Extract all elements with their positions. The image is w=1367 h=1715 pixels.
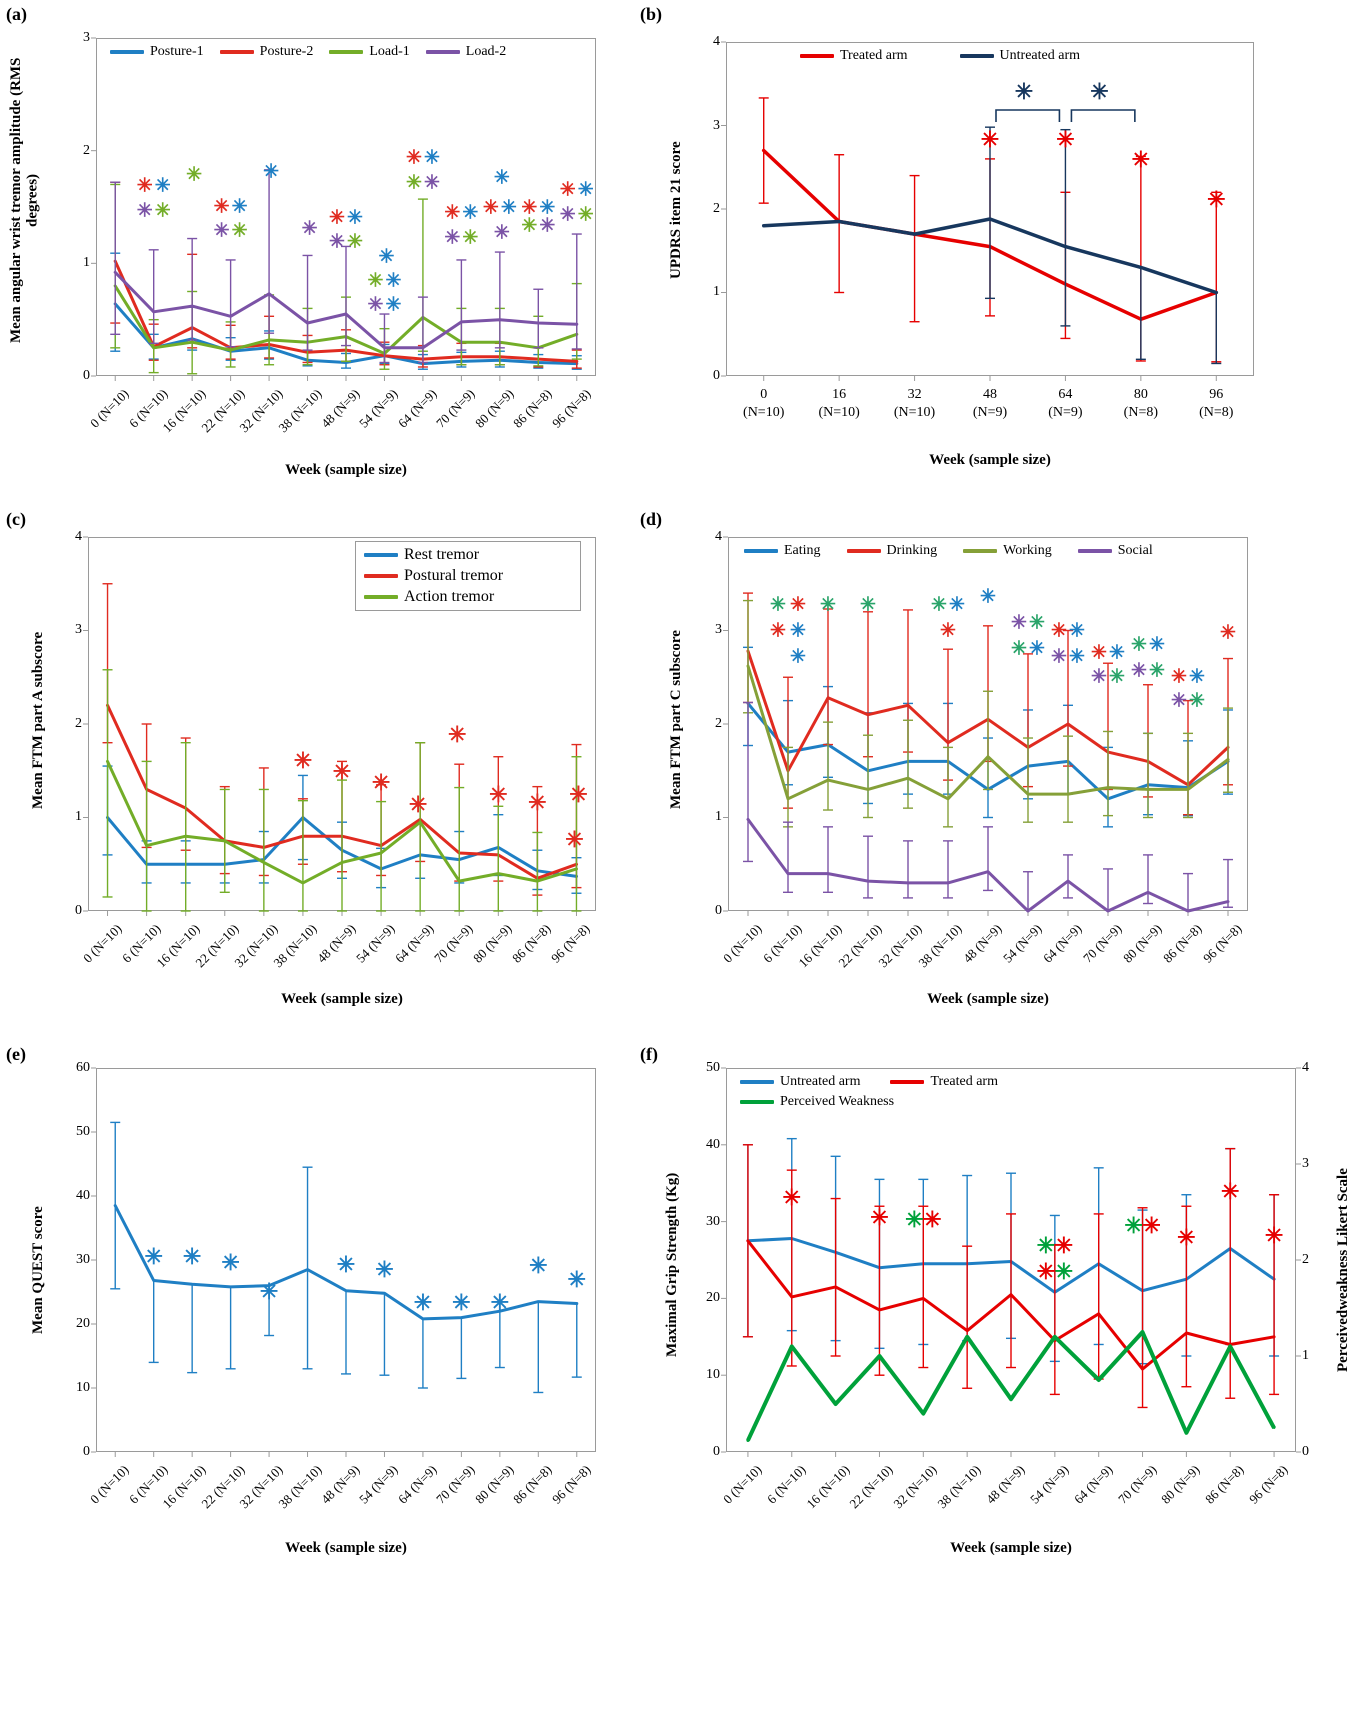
x-tick-label: 80 (N=9): [471, 386, 517, 431]
significance-asterisk: ✳: [569, 782, 588, 807]
significance-asterisk: ✳: [1142, 1213, 1161, 1238]
significance-asterisk: ✳: [186, 164, 203, 186]
significance-asterisk: ✳: [1011, 638, 1027, 660]
significance-asterisk: ✳: [405, 172, 422, 194]
panel-b-ytick: 3: [713, 118, 720, 133]
significance-asterisk: ✳: [577, 204, 594, 226]
significance-asterisk: ✳: [923, 1207, 942, 1232]
significance-asterisk: ✳: [1054, 1233, 1074, 1258]
panel-d-ytick: 2: [715, 716, 722, 731]
x-tick-label: 6 (N=10): [125, 386, 171, 431]
significance-asterisk: ✳: [770, 620, 786, 642]
panel-b: [640, 0, 1367, 500]
significance-asterisk: ✳: [1069, 620, 1085, 642]
panel-d-ytick: 1: [715, 809, 722, 824]
significance-asterisk: ✳: [782, 1185, 801, 1210]
x-tick-label: 6 (N=10): [118, 921, 164, 966]
significance-asterisk: ✳: [529, 1253, 548, 1278]
x-tick-label: 96 (N=8): [548, 386, 594, 431]
significance-asterisk: ✳: [1131, 634, 1147, 656]
x-tick-label: 0 (N=10): [743, 387, 785, 420]
panel-e: [0, 1040, 640, 1715]
x-tick-label: 64 (N=9): [1039, 921, 1085, 966]
panel-b-ylabel: UPDRS item 21 score: [668, 141, 684, 279]
significance-asterisk: ✳: [567, 1267, 586, 1292]
significance-asterisk: ✳: [1011, 612, 1027, 634]
significance-asterisk: ✳: [263, 161, 280, 183]
significance-asterisk: ✳: [1207, 187, 1226, 212]
significance-asterisk: ✳: [221, 1250, 240, 1275]
significance-asterisk: ✳: [259, 1279, 279, 1304]
significance-asterisk: ✳: [1029, 638, 1045, 660]
x-tick-label: 16 (N=10): [159, 1462, 209, 1512]
panel-b-ytick: 2: [713, 201, 720, 216]
panel-d-label: (d): [640, 509, 662, 529]
panel-f-ytick-right: 2: [1302, 1252, 1309, 1267]
significance-asterisk: ✳: [367, 294, 384, 316]
legend-label: Postural tremor: [404, 567, 504, 584]
significance-asterisk: ✳: [154, 175, 171, 197]
panel-f-ytick-right: 0: [1302, 1444, 1309, 1459]
x-tick-label: 6 (N=10): [763, 1462, 809, 1507]
legend-label: Load-1: [369, 44, 410, 59]
significance-asterisk: ✳: [770, 594, 786, 616]
significance-asterisk: ✳: [375, 1257, 394, 1282]
x-tick-label: 0 (N=10): [87, 386, 132, 431]
significance-asterisk: ✳: [490, 1290, 510, 1315]
significance-asterisk: ✳: [154, 200, 171, 222]
significance-asterisk: ✳: [1189, 690, 1205, 712]
significance-asterisk: ✳: [1109, 666, 1125, 688]
significance-asterisk: ✳: [1149, 660, 1165, 682]
x-tick-label: 22 (N=10): [192, 921, 242, 971]
significance-asterisk: ✳: [493, 222, 510, 244]
significance-asterisk: ✳: [577, 179, 594, 201]
panel-a-ytick: 0: [83, 368, 90, 383]
x-tick-label: 80 (N=9): [1119, 921, 1165, 966]
significance-asterisk: ✳: [452, 1290, 471, 1315]
x-tick-label: 16 (N=10): [818, 387, 860, 420]
panel-d-ytick: 3: [715, 622, 722, 637]
panel-b-ytick: 1: [713, 284, 720, 299]
significance-asterisk: ✳: [329, 207, 345, 229]
significance-asterisk: ✳: [1051, 646, 1067, 668]
x-tick-label: 16 (N=10): [802, 1462, 853, 1512]
significance-asterisk: ✳: [521, 197, 538, 219]
panel-f: [640, 1040, 1367, 1715]
significance-asterisk: ✳: [980, 586, 996, 608]
x-tick-label: 96 (N=8): [548, 921, 594, 966]
legend-label: Social: [1117, 543, 1153, 558]
panel-e-ytick: 0: [83, 1444, 90, 1459]
significance-asterisk: ✳: [565, 827, 584, 852]
significance-asterisk: ✳: [1036, 1233, 1056, 1258]
significance-asterisk: ✳: [1177, 1225, 1196, 1250]
significance-asterisk: ✳: [905, 1207, 924, 1232]
panel-e-ytick: 60: [76, 1060, 90, 1075]
panel-d-ytick: 4: [715, 529, 722, 544]
x-tick-label: 80 (N=9): [1158, 1462, 1203, 1507]
significance-asterisk: ✳: [1069, 646, 1085, 668]
panel-b-svg: [640, 0, 1367, 500]
legend-label: Posture-1: [150, 44, 204, 59]
panel-d-ytick: 0: [715, 903, 722, 918]
x-tick-label: 48 (N=9): [313, 921, 359, 966]
significance-asterisk: ✳: [1124, 1213, 1143, 1238]
legend-label: Rest tremor: [404, 546, 480, 563]
significance-asterisk: ✳: [367, 270, 384, 292]
panel-c-ylabel: Mean FTM part A subscore: [30, 631, 46, 809]
legend-label: Drinking: [886, 543, 938, 558]
panel-f-ylabel: Maximal Grip Strength (Kg): [664, 1172, 680, 1358]
significance-asterisk: ✳: [493, 167, 510, 189]
significance-asterisk: ✳: [820, 594, 836, 616]
panel-e-ytick: 40: [76, 1188, 90, 1203]
x-tick-label: 70 (N=9): [1079, 921, 1125, 966]
significance-asterisk: ✳: [293, 748, 313, 773]
panel-e-ytick: 50: [76, 1124, 90, 1139]
panel-f-ytick: 40: [706, 1137, 720, 1152]
x-tick-label: 48 (N=9): [317, 1462, 363, 1507]
significance-asterisk: ✳: [949, 594, 965, 616]
x-tick-label: 64 (N=9): [1048, 387, 1083, 420]
panel-c-xlabel: Week (sample size): [281, 991, 403, 1007]
panel-f-svg: [640, 1040, 1367, 1715]
significance-asterisk: ✳: [136, 175, 153, 197]
x-tick-label: 6 (N=10): [125, 1462, 171, 1507]
significance-asterisk: ✳: [1109, 642, 1125, 664]
x-tick-label: 0 (N=10): [719, 921, 765, 966]
x-tick-label: 38 (N=10): [274, 386, 325, 436]
x-tick-label: 86 (N=8): [510, 386, 555, 431]
panel-f-ytick: 10: [706, 1367, 720, 1382]
significance-asterisk: ✳: [385, 270, 402, 292]
legend-label: Untreated arm: [780, 1074, 861, 1089]
panel-c: [0, 505, 640, 1005]
significance-asterisk: ✳: [980, 127, 1000, 152]
x-tick-label: 70 (N=9): [431, 921, 476, 966]
significance-asterisk: ✳: [347, 231, 363, 253]
x-tick-label: 32 (N=10): [231, 921, 281, 971]
panel-c-ytick: 2: [75, 716, 82, 731]
panel-e-ytick: 30: [76, 1252, 90, 1267]
significance-asterisk: ✳: [385, 294, 402, 316]
x-tick-label: 38 (N=10): [915, 921, 965, 971]
significance-asterisk: ✳: [182, 1244, 202, 1269]
x-tick-label: 86 (N=8): [510, 1462, 555, 1507]
significance-asterisk: ✳: [371, 770, 391, 795]
x-tick-label: 38 (N=10): [934, 1462, 984, 1512]
significance-asterisk: ✳: [231, 220, 248, 242]
significance-asterisk: ✳: [1051, 620, 1067, 642]
panel-f-ytick: 50: [706, 1060, 720, 1075]
panel-f-ytick-right: 3: [1302, 1156, 1309, 1171]
legend-label: Posture-2: [259, 44, 314, 59]
significance-asterisk: ✳: [1036, 1259, 1056, 1284]
legend-label: Treated arm: [930, 1074, 998, 1089]
significance-asterisk: ✳: [1149, 634, 1165, 656]
x-tick-label: 16 (N=10): [159, 386, 209, 436]
x-tick-label: 32 (N=10): [236, 1462, 286, 1512]
significance-asterisk: ✳: [790, 594, 806, 616]
panel-c-ytick: 0: [75, 903, 82, 918]
x-tick-label: 96 (N=8): [1199, 387, 1234, 420]
significance-asterisk: ✳: [329, 231, 345, 253]
panel-e-xlabel: Week (sample size): [285, 1540, 407, 1556]
panel-f-ytick-right: 4: [1302, 1060, 1309, 1075]
x-tick-label: 70 (N=9): [1114, 1462, 1160, 1507]
x-tick-label: 32 (N=10): [893, 387, 936, 420]
x-tick-label: 86 (N=8): [1202, 1462, 1247, 1507]
x-tick-label: 80 (N=9): [471, 1462, 517, 1507]
significance-asterisk: ✳: [405, 147, 422, 169]
significance-asterisk: ✳: [423, 172, 440, 194]
panel-a-xlabel: Week (sample size): [285, 462, 407, 478]
panel-b-ytick: 4: [713, 34, 720, 49]
significance-asterisk: ✳: [931, 594, 947, 616]
significance-asterisk: ✳: [462, 227, 479, 249]
panel-c-ytick: 3: [75, 622, 82, 637]
panel-e-svg: [0, 1040, 640, 1715]
significance-asterisk: ✳: [423, 147, 440, 169]
panel-a-ytick: 1: [83, 255, 90, 270]
significance-asterisk: ✳: [213, 196, 230, 218]
significance-asterisk: ✳: [231, 196, 248, 218]
x-tick-label: 80 (N=8): [1123, 387, 1159, 420]
x-tick-label: 80 (N=9): [470, 921, 515, 966]
x-tick-label: 0 (N=10): [79, 921, 125, 966]
significance-asterisk: ✳: [1171, 666, 1187, 688]
panel-b-label: (b): [640, 4, 662, 24]
panel-f-ytick: 0: [713, 1444, 720, 1459]
x-tick-label: 96 (N=8): [1199, 921, 1245, 966]
x-tick-label: 48 (N=9): [959, 921, 1005, 966]
x-tick-label: 64 (N=9): [394, 1462, 440, 1507]
significance-asterisk: ✳: [1264, 1223, 1284, 1248]
significance-asterisk: ✳: [444, 227, 461, 249]
significance-asterisk: ✳: [347, 207, 363, 229]
significance-asterisk: ✳: [1090, 79, 1109, 104]
significance-asterisk: ✳: [1131, 147, 1151, 172]
significance-asterisk: ✳: [790, 646, 806, 668]
panel-c-ytick: 4: [75, 529, 82, 544]
significance-asterisk: ✳: [301, 218, 318, 240]
panel-c-label: (c): [6, 509, 26, 529]
x-tick-label: 32 (N=10): [236, 386, 286, 436]
x-tick-label: 22 (N=10): [197, 386, 248, 436]
panel-a: [0, 0, 640, 500]
significance-asterisk: ✳: [790, 620, 806, 642]
x-tick-label: 48 (N=9): [972, 387, 1008, 420]
x-tick-label: 0 (N=10): [719, 1462, 765, 1507]
panel-b-xlabel: Week (sample size): [929, 452, 1051, 468]
legend-label: Eating: [784, 543, 821, 558]
x-tick-label: 16 (N=10): [153, 921, 203, 971]
legend-label: Treated arm: [840, 48, 908, 63]
x-tick-label: 54 (N=9): [1026, 1462, 1072, 1507]
significance-asterisk: ✳: [213, 220, 230, 242]
significance-asterisk: ✳: [1091, 666, 1107, 688]
significance-asterisk: ✳: [1056, 127, 1075, 152]
x-tick-label: 86 (N=8): [1159, 921, 1205, 966]
significance-asterisk: ✳: [1014, 79, 1034, 104]
legend-label: Untreated arm: [999, 48, 1080, 63]
significance-asterisk: ✳: [1221, 1179, 1240, 1204]
legend-label: Action tremor: [404, 588, 495, 605]
significance-asterisk: ✳: [559, 179, 576, 201]
x-tick-label: 64 (N=9): [394, 386, 440, 431]
significance-asterisk: ✳: [860, 594, 876, 616]
significance-asterisk: ✳: [1029, 612, 1045, 634]
x-tick-label: 0 (N=10): [87, 1462, 132, 1507]
panel-f-label: (f): [640, 1044, 658, 1064]
panel-f-ylabel-right: Perceivedweakness Likert Scale: [1335, 1168, 1351, 1372]
x-tick-label: 54 (N=9): [356, 386, 402, 431]
panel-f-ytick: 20: [706, 1290, 720, 1305]
panel-e-ylabel: Mean QUEST score: [30, 1206, 46, 1334]
significance-asterisk: ✳: [521, 215, 538, 237]
significance-asterisk: ✳: [1171, 690, 1187, 712]
x-tick-label: 32 (N=10): [890, 1462, 940, 1512]
x-tick-label: 96 (N=8): [548, 1462, 594, 1507]
legend-label: Load-2: [465, 44, 507, 59]
significance-asterisk: ✳: [500, 197, 517, 219]
x-tick-label: 22 (N=10): [197, 1462, 248, 1512]
panel-b-ytick: 0: [713, 368, 720, 383]
significance-asterisk: ✳: [539, 215, 556, 237]
significance-asterisk: ✳: [539, 197, 556, 219]
significance-asterisk: ✳: [336, 1252, 356, 1277]
significance-asterisk: ✳: [1189, 666, 1205, 688]
x-tick-label: 64 (N=9): [392, 921, 437, 966]
significance-asterisk: ✳: [1054, 1259, 1074, 1284]
x-tick-label: 54 (N=9): [999, 921, 1045, 966]
x-tick-label: 32 (N=10): [875, 921, 925, 971]
x-tick-label: 6 (N=10): [759, 921, 805, 966]
significance-asterisk: ✳: [136, 200, 153, 222]
x-tick-label: 70 (N=9): [433, 386, 478, 431]
x-tick-label: 54 (N=9): [356, 1462, 402, 1507]
significance-asterisk: ✳: [144, 1244, 163, 1269]
panel-e-ytick: 20: [76, 1316, 90, 1331]
panel-a-label: (a): [6, 4, 27, 24]
panel-d-ylabel: Mean FTM part C subscore: [668, 630, 684, 810]
significance-asterisk: ✳: [332, 759, 352, 784]
x-tick-label: 86 (N=8): [509, 921, 554, 966]
panel-f-xlabel: Week (sample size): [950, 1540, 1072, 1556]
x-tick-label: 22 (N=10): [846, 1462, 897, 1512]
significance-asterisk: ✳: [559, 204, 576, 226]
panel-f-ytick-right: 1: [1302, 1348, 1309, 1363]
x-tick-label: 22 (N=10): [835, 921, 885, 971]
significance-asterisk: ✳: [462, 202, 479, 224]
significance-asterisk: ✳: [940, 620, 956, 642]
legend-label: Working: [1003, 543, 1052, 558]
panel-e-ytick: 10: [76, 1380, 90, 1395]
x-tick-label: 48 (N=9): [317, 386, 363, 431]
x-tick-label: 38 (N=10): [270, 921, 320, 971]
significance-asterisk: ✳: [448, 722, 467, 747]
panel-a-ytick: 3: [83, 30, 90, 45]
panel-a-ylabel: Mean angular wrist tremor amplitude (RMS degrees): [8, 57, 41, 343]
legend-label: Perceived Weakness: [780, 1094, 895, 1109]
significance-asterisk: ✳: [1131, 660, 1147, 682]
panel-d-xlabel: Week (sample size): [927, 991, 1049, 1007]
x-tick-label: 96 (N=8): [1246, 1462, 1291, 1507]
x-tick-label: 48 (N=9): [982, 1462, 1028, 1507]
significance-asterisk: ✳: [413, 1290, 433, 1315]
significance-asterisk: ✳: [1220, 622, 1236, 644]
panel-d: [640, 505, 1367, 1005]
significance-asterisk: ✳: [444, 202, 461, 224]
significance-asterisk: ✳: [378, 246, 395, 268]
panel-a-ytick: 2: [83, 143, 90, 158]
x-tick-label: 54 (N=9): [353, 921, 398, 966]
significance-asterisk: ✳: [1091, 642, 1107, 664]
x-tick-label: 38 (N=10): [274, 1462, 325, 1512]
significance-asterisk: ✳: [408, 792, 428, 817]
significance-asterisk: ✳: [482, 197, 499, 219]
x-tick-label: 64 (N=9): [1070, 1462, 1116, 1507]
panel-f-ytick: 30: [706, 1214, 720, 1229]
x-tick-label: 16 (N=10): [795, 921, 845, 971]
panel-c-ytick: 1: [75, 809, 82, 824]
panel-e-label: (e): [6, 1044, 26, 1064]
significance-asterisk: ✳: [489, 782, 508, 807]
significance-asterisk: ✳: [870, 1205, 889, 1230]
significance-asterisk: ✳: [528, 790, 547, 815]
x-tick-label: 70 (N=9): [433, 1462, 478, 1507]
